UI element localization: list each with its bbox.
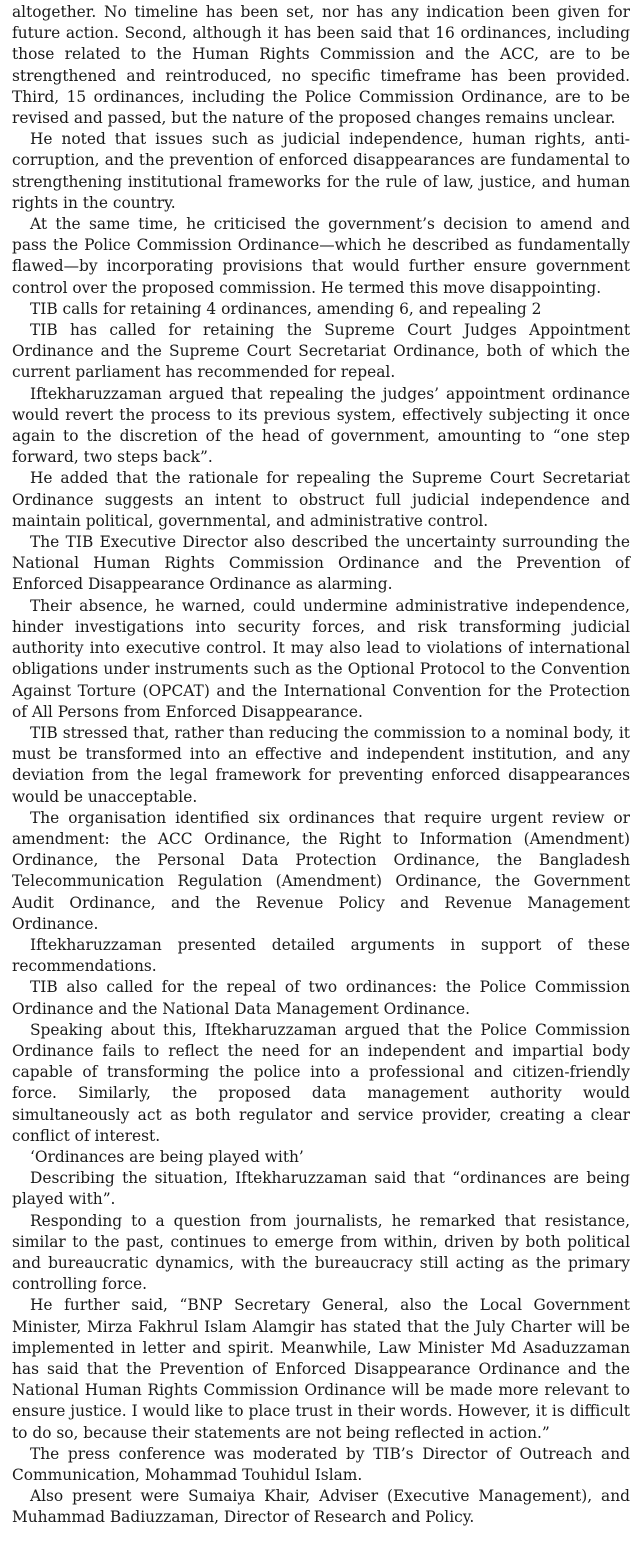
paragraph-continued-intro: altogether. No timeline has been set, nor has any indication been given for future action. Second, although it has been said that 16 ordinances, including those related to the Human Rights Commission and the ACC, are to be strengthened and reintroduced, no specific timeframe has been provided. Third, 15 ordinances, including the Police Commission Ordinance, are to be revised and passed, but the nature of the proposed changes remains unclear. <box>12 3 630 128</box>
paragraph-resistance: Responding to a question from journalists, he remarked that resistance, similar to the past, continues to emerge from within, driven by both political and bureaucratic dynamics, with the bureaucracy still acting as the primary controlling force. <box>12 1211 630 1294</box>
paragraph-police-commission-criticism: At the same time, he criticised the government’s decision to amend and pass the Police Commission Ordinance—which he described as fundamentally flawed—by incorporating provisions that would further ensure government control over the proposed commission. He termed this move disappointing. <box>12 215 630 297</box>
paragraph-moderator: The press conference was moderated by TIB’s Director of Outreach and Communication, Mohammad Touhidul Islam. <box>12 1444 630 1485</box>
paragraph-judges-appointment: Iftekharuzzaman argued that repealing the judges’ appointment ordinance would revert the process to its previous system, effectively subjecting it once again to the discretion of the head of government, amounting to “one step forward, two steps back”. <box>12 384 630 467</box>
paragraph-six-ordinances: The organisation identified six ordinances that require urgent review or amendment: the ACC Ordinance, the Right to Information (Amendment) Ordinance, the Personal Data Protection Ordinance, the Bangladesh Telecommunication Regulation (Amendment) Ordinance, the Government Audit Ordinance, and the Revenue Policy and Revenue Management Ordinance. <box>12 808 630 933</box>
paragraph-also-present: Also present were Sumaiya Khair, Adviser (Executive Management), and Muhammad Badiuzzaman, Director of Research and Policy. <box>12 1487 630 1527</box>
paragraph-describing-situation: Describing the situation, Iftekharuzzaman said that “ordinances are being played with”. <box>12 1169 630 1209</box>
paragraph-judicial-independence: He noted that issues such as judicial independence, human rights, anti-corruption, and the prevention of enforced disappearances are fundamental to strengthening institutional frameworks for the rule of law, justice, and human rights in the country. <box>12 130 630 212</box>
paragraph-quote: He further said, “BNP Secretary General, also the Local Government Minister, Mirza Fakhrul Islam Alamgir has stated that the July Charter will be implemented in letter and spirit. Meanwhile, Law Minister Md Asaduzzaman has said that the Prevention of Enforced Disappearance Ordinance and the National Human Rights Commission Ordinance will be made more relevant to ensure justice. I would like to place trust in their words. However, it is difficult to do so, because their statements are not being reflected in action.” <box>12 1296 630 1442</box>
paragraph-police-data-argument: Speaking about this, Iftekharuzzaman argued that the Police Commission Ordinance fails to reflect the need for an independent and impartial body capable of transforming the police into a professional and citizen-friendly force. Similarly, the proposed data management authority would simultaneously act as both regulator and service provider, creating a clear conflict of interest. <box>12 1020 630 1145</box>
paragraph-uncertainty: The TIB Executive Director also described the uncertainty surrounding the National Human Rights Commission Ordinance and the Prevention of Enforced Disappearance Ordinance as alarming. <box>12 533 630 594</box>
paragraph-secretariat-ordinance: He added that the rationale for repealing the Supreme Court Secretariat Ordinance suggests an intent to obstruct full judicial independence and maintain political, governmental, and administrative control. <box>12 469 630 530</box>
paragraph-absence-warning: Their absence, he warned, could undermine administrative independence, hinder investigations into security forces, and risk transforming judicial authority into executive control. It may also lead to violations of international obligations under instruments such as the Optional Protocol to the Convention Against Torture (OPCAT) and the International Convention for the Protection of All Persons from Enforced Disappearance. <box>12 596 630 721</box>
paragraph-repeal-two: TIB also called for the repeal of two ordinances: the Police Commission Ordinance and the National Data Management Ordinance. <box>12 978 630 1018</box>
subheading-tib-calls: TIB calls for retaining 4 ordinances, amending 6, and repealing 2 <box>30 299 542 318</box>
paragraph-detailed-arguments: Iftekharuzzaman presented detailed arguments in support of these recommendations. <box>12 935 630 976</box>
paragraph-commission-transform: TIB stressed that, rather than reducing the commission to a nominal body, it must be transformed into an effective and independent institution, and any deviation from the legal framework for preventing enforced disappearances would be unacceptable. <box>12 723 630 806</box>
subheading-ordinances-played: ‘Ordinances are being played with’ <box>30 1147 304 1166</box>
paragraph-retaining-ordinances: TIB has called for retaining the Supreme Court Judges Appointment Ordinance and the Supreme Court Secretariat Ordinance, both of which the current parliament has recommended for repeal. <box>12 321 630 382</box>
